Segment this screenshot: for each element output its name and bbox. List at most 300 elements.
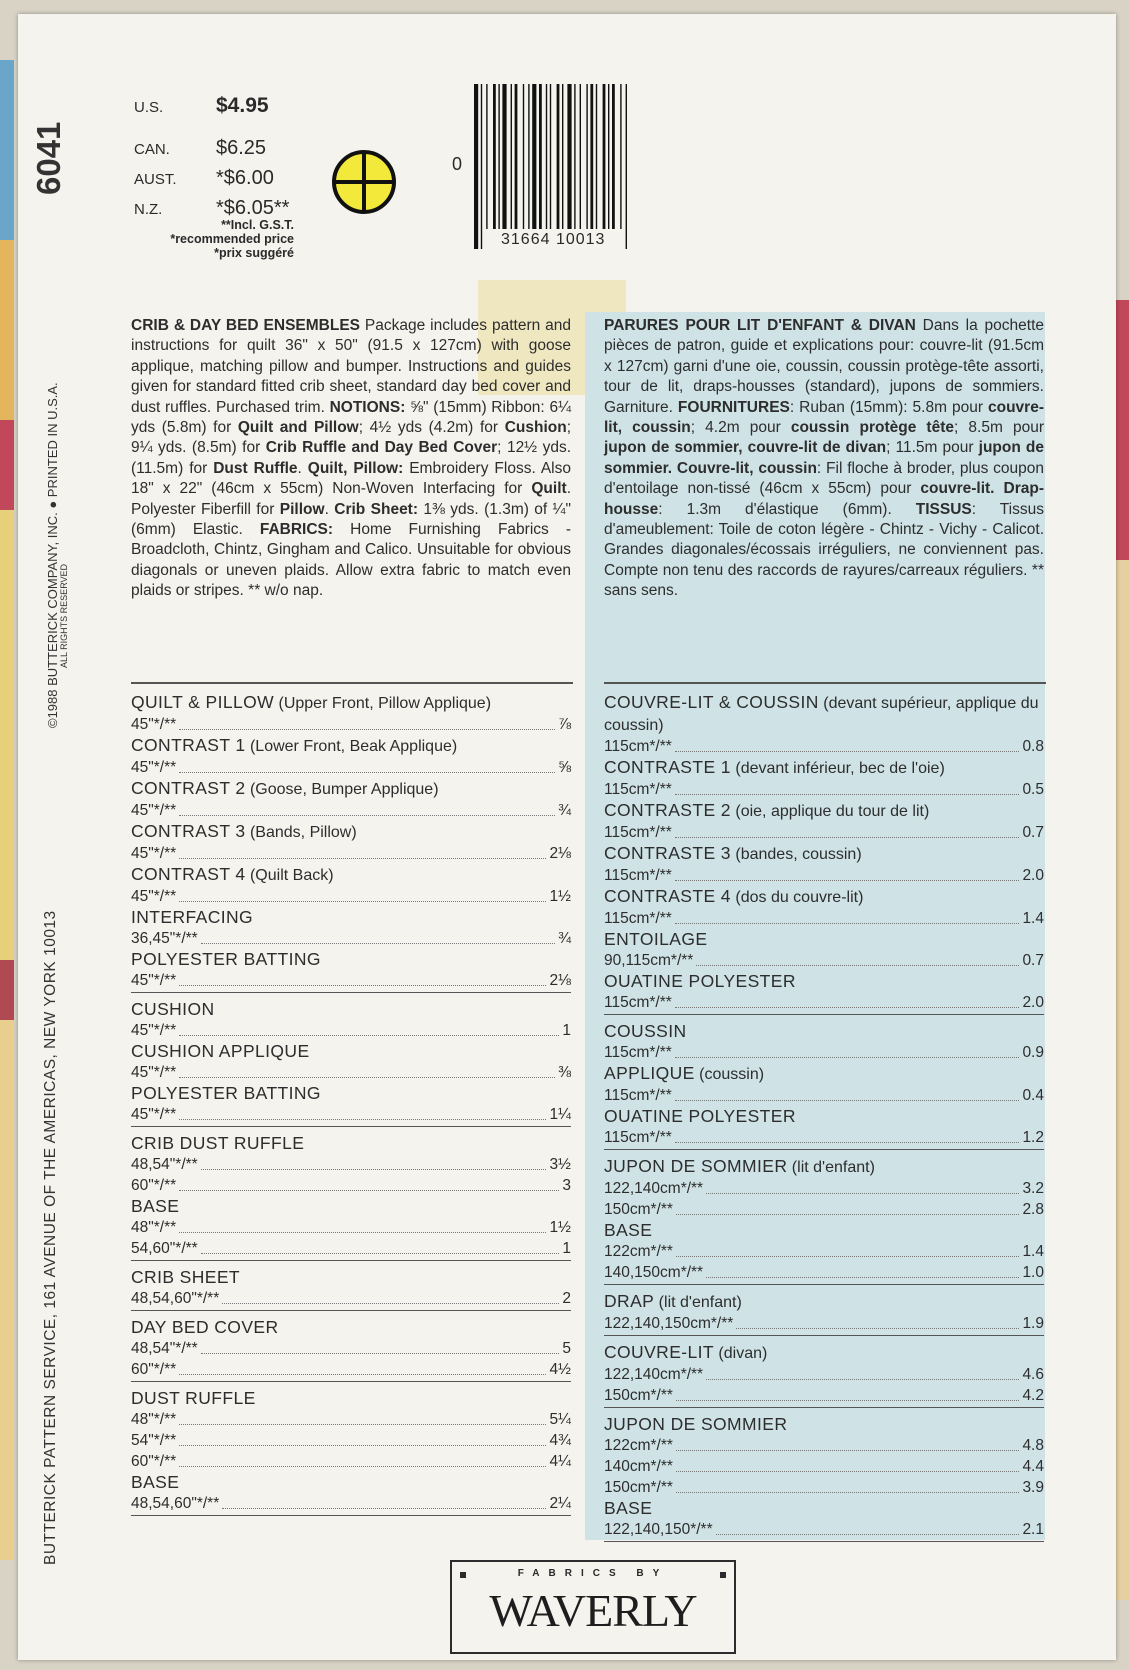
description-text: 1⅜ yds. (1.3m) of ¼" (6mm) Elastic. <box>131 500 571 539</box>
fabric-width: 45"*/** <box>131 1106 177 1123</box>
description-bold: Quilt and Pillow <box>237 419 359 437</box>
fabric-subtitle: (Goose, Bumper Applique) <box>245 781 439 798</box>
fabric-amount: ⅞ <box>558 716 571 733</box>
description-text: : Fil floche à broder, plus coupon d'entoilage non-tissé (46cm x 55cm) pour <box>604 459 1044 498</box>
dot-leader <box>179 729 555 730</box>
description-text: : 1.3m d'élastique (6mm). <box>658 500 916 518</box>
description-text: . <box>324 500 335 518</box>
fabric-heading <box>131 735 571 757</box>
description-bold: Cushion <box>504 419 567 437</box>
fabric-heading <box>604 1342 1044 1364</box>
description-bold: NOTIONS: <box>329 398 406 416</box>
fabric-heading <box>131 1196 571 1217</box>
fabric-subtitle: (Lower Front, Beak Applique) <box>245 738 458 755</box>
fabric-subtitle: (devant supérieur, applique du coussin) <box>604 695 1039 734</box>
fabric-heading <box>604 1156 1044 1178</box>
fabric-amount: 1.4 <box>1022 910 1044 927</box>
fabric-heading <box>604 971 1044 992</box>
description-text: . Polyester Fiberfill for <box>131 480 571 518</box>
fabric-subtitle: (Upper Front, Pillow Applique) <box>274 695 492 712</box>
english-divider <box>131 682 573 684</box>
fabric-width: 45"*/** <box>131 1022 177 1039</box>
fabric-width: 45"*/** <box>131 716 177 733</box>
fabric-amount: 2.1 <box>1022 1521 1044 1538</box>
fabric-title: CONTRASTE 2 <box>604 800 731 820</box>
fabric-width: 115cm*/** <box>604 1087 672 1104</box>
fabric-subtitle: (Quilt Back) <box>245 867 334 884</box>
fabric-width: 48,54"*/** <box>131 1340 198 1357</box>
fabric-subtitle: (dos du couvre-lit) <box>730 889 864 906</box>
fabric-width: 122cm*/** <box>604 1243 673 1260</box>
fabric-width: 122cm*/** <box>604 1437 673 1454</box>
description-bold: Quilt <box>531 480 567 498</box>
fabric-amount: 3 <box>562 1177 571 1194</box>
english-yardage-chart <box>131 692 571 1522</box>
description-text: ; 8.5m pour <box>954 419 1044 437</box>
dot-leader <box>179 1466 546 1467</box>
dot-leader <box>675 1057 1020 1058</box>
yardage-row <box>131 928 571 949</box>
left-color-stripes <box>0 60 14 1560</box>
barcode-bar <box>481 84 482 249</box>
description-text: : Tissus d'ameublement: Toile de coton légère - Chintz - Vichy - Calicot. Grandes diagonales/écossais irréguliers, ne conviennent pas. Compte non tenu des raccords de rayures/carreaux réguliers. ** sans sens. <box>604 500 1044 600</box>
fabric-width: 115cm*/** <box>604 910 672 927</box>
barcode-bar <box>511 84 512 229</box>
fabric-width: 60"*/** <box>131 1177 177 1194</box>
crosshair-symbol-icon <box>330 148 398 216</box>
barcode-bar <box>626 84 627 249</box>
dot-leader <box>179 858 546 859</box>
fabric-amount: 2⅛ <box>549 845 571 862</box>
fabric-title: INTERFACING <box>131 907 254 927</box>
barcode-bar <box>580 84 581 229</box>
note-recommended: *recommended price <box>170 232 294 246</box>
price-aust-value: *$6.00 <box>216 167 274 189</box>
fabric-subtitle: (bandes, coussin) <box>730 846 862 863</box>
description-bold: Pillow <box>279 500 325 518</box>
description-text: ; 12½ yds. (11.5m) for <box>131 439 572 477</box>
dot-leader <box>222 1303 559 1304</box>
yardage-row <box>604 992 1044 1013</box>
barcode-bar <box>612 84 615 229</box>
yardage-section <box>604 1156 1044 1285</box>
price-can <box>134 137 266 160</box>
fabric-width: 48"*/** <box>131 1219 177 1236</box>
description-text: Package includes pattern and instructions for quilt 36" x 50" (91.5 x 127cm) with goose applique, matching pillow and bumper. Instructions and guides given for standard fitted crib sheet, standard day bed cover and dust ruffles. Purchased trim. <box>131 317 572 416</box>
fabric-title: CONTRAST 2 <box>131 778 246 798</box>
description-bold: coussin protège tête <box>790 419 954 437</box>
yardage-row <box>604 1262 1044 1283</box>
fabric-heading <box>604 1291 1044 1313</box>
fabric-width: 45"*/** <box>131 1064 177 1081</box>
fabric-subtitle: (devant inférieur, bec de l'oie) <box>730 760 945 777</box>
fabric-heading <box>604 757 1044 779</box>
fabric-title: QUILT & PILLOW <box>131 692 275 712</box>
fabric-heading <box>604 692 1044 736</box>
fabric-title: CRIB SHEET <box>131 1267 241 1287</box>
dot-leader <box>676 1400 1020 1401</box>
fabric-subtitle: (lit d'enfant) <box>787 1159 875 1176</box>
fabric-title: ENTOILAGE <box>604 929 708 949</box>
description-text: : Ruban (15mm): 5.8m pour <box>789 398 988 416</box>
description-text: ; 4½ yds (4.2m) for <box>358 419 505 437</box>
yardage-row <box>131 1062 571 1083</box>
price-can-value: $6.25 <box>216 137 267 159</box>
yardage-row <box>604 1435 1044 1456</box>
description-bold: CRIB & DAY BED ENSEMBLES <box>131 317 360 334</box>
price-us <box>134 94 269 118</box>
barcode-bar <box>502 84 506 229</box>
french-yardage-chart <box>604 692 1044 1548</box>
description-bold: jupon de sommier. Couvre-lit, coussin <box>604 439 1044 477</box>
fabric-title: COUVRE-LIT <box>604 1342 714 1362</box>
fabric-heading <box>604 1106 1044 1127</box>
yardage-row <box>604 1456 1044 1477</box>
fabric-width: 115cm*/** <box>604 824 672 841</box>
fabric-title: CONTRAST 1 <box>131 735 246 755</box>
dot-leader <box>179 1077 555 1078</box>
barcode-bar <box>590 84 593 229</box>
dot-leader <box>706 1277 1019 1278</box>
fabric-title: OUATINE POLYESTER <box>604 971 796 991</box>
fabric-width: 122,140,150*/** <box>604 1521 713 1538</box>
fabric-amount: 0.7 <box>1022 824 1044 841</box>
yardage-row <box>131 1493 571 1514</box>
fabric-title: DRAP <box>604 1291 655 1311</box>
dot-leader <box>676 1214 1020 1215</box>
fabric-amount: 1.4 <box>1022 1243 1044 1260</box>
dot-leader <box>201 943 555 944</box>
fabric-width: 150cm*/** <box>604 1479 673 1496</box>
yardage-row <box>604 865 1044 886</box>
publisher-address: BUTTERICK PATTERN SERVICE, 161 AVENUE OF THE AMERICAS, NEW YORK 10013 <box>42 910 59 1565</box>
dot-leader <box>675 794 1020 795</box>
fabric-title: CUSHION <box>131 999 215 1019</box>
fabric-amount: 0.4 <box>1022 1087 1044 1104</box>
yardage-row <box>131 1154 571 1175</box>
fabric-width: 122,140,150cm*/** <box>604 1315 734 1332</box>
price-us-value: $4.95 <box>216 94 269 117</box>
yardage-row <box>604 1519 1044 1540</box>
fabric-amount: 2.0 <box>1022 994 1044 1011</box>
fabric-width: 115cm*/** <box>604 867 672 884</box>
barcode-bar <box>567 84 571 229</box>
description-bold: TISSUS <box>915 500 972 518</box>
fabric-amount: 4.8 <box>1022 1437 1044 1454</box>
yardage-row <box>604 1127 1044 1148</box>
dot-leader <box>179 1374 546 1375</box>
fabric-width: 48,54,60"*/** <box>131 1495 220 1512</box>
yardage-row <box>131 1020 571 1041</box>
yardage-row <box>131 1104 571 1125</box>
barcode-bar <box>596 84 597 229</box>
fabric-heading <box>604 886 1044 908</box>
description-bold: Crib Sheet: <box>334 500 419 518</box>
fabric-title: BASE <box>131 1472 180 1492</box>
fabric-amount: ⅝ <box>558 759 571 776</box>
dot-leader <box>716 1534 1020 1535</box>
fabric-amount: 3.2 <box>1022 1180 1044 1197</box>
fabric-title: JUPON DE SOMMIER <box>604 1414 788 1434</box>
yardage-row <box>604 950 1044 971</box>
fabric-width: 122,140cm*/** <box>604 1180 704 1197</box>
fabric-heading <box>131 1041 571 1062</box>
fabric-width: 48,54,60"*/** <box>131 1290 220 1307</box>
fabric-heading <box>131 1472 571 1493</box>
fabric-subtitle: (divan) <box>713 1345 768 1362</box>
dot-leader <box>179 1445 546 1446</box>
fabric-title: APPLIQUE <box>604 1063 695 1083</box>
dot-leader <box>201 1169 547 1170</box>
description-bold: couvre-lit. Drap-housse <box>604 480 1044 518</box>
fabric-heading <box>604 843 1044 865</box>
price-nz <box>134 197 289 220</box>
yardage-section <box>604 692 1044 1015</box>
fabric-heading <box>131 949 571 970</box>
fabric-amount: 1¼ <box>549 1106 571 1123</box>
fabric-amount: 4¼ <box>549 1453 571 1470</box>
barcode-bar <box>550 84 551 229</box>
dot-leader <box>179 1190 559 1191</box>
yardage-row <box>131 1359 571 1380</box>
fabric-amount: 0.7 <box>1022 952 1044 969</box>
yardage-row <box>131 1430 571 1451</box>
fabric-title: POLYESTER BATTING <box>131 1083 321 1103</box>
right-color-stripes <box>1116 300 1129 1600</box>
fabric-heading <box>131 1388 571 1409</box>
yardage-row <box>131 1409 571 1430</box>
dot-leader <box>736 1328 1019 1329</box>
yardage-row <box>131 1338 571 1359</box>
french-description <box>604 316 1044 602</box>
english-description <box>131 316 571 602</box>
fabric-subtitle: (oie, applique du tour de lit) <box>730 803 930 820</box>
fabric-heading <box>131 778 571 800</box>
yardage-section <box>604 1291 1044 1336</box>
fabric-width: 54"*/** <box>131 1432 177 1449</box>
fabric-amount: 1 <box>562 1022 571 1039</box>
dot-leader <box>675 1100 1020 1101</box>
barcode-bar <box>528 84 529 229</box>
price-aust-label: AUST. <box>134 171 177 188</box>
fabric-width: 150cm*/** <box>604 1201 673 1218</box>
fabric-width: 60"*/** <box>131 1453 177 1470</box>
barcode-bar <box>493 84 496 229</box>
price-nz-label: N.Z. <box>134 201 163 218</box>
barcode-bar <box>474 84 478 249</box>
fabric-amount: ⅜ <box>558 1064 571 1081</box>
fabric-amount: 4½ <box>549 1361 571 1378</box>
fabric-amount: 1 <box>562 1240 571 1257</box>
fabric-amount: 2.0 <box>1022 867 1044 884</box>
waverly-logo <box>450 1560 736 1654</box>
fabric-amount: 0.8 <box>1022 738 1044 755</box>
description-bold: jupon de sommier, couvre-lit de divan <box>604 439 887 457</box>
yardage-row <box>131 886 571 907</box>
fabric-heading <box>131 1267 571 1288</box>
note-gst: **Incl. G.S.T. <box>221 218 294 232</box>
fabric-title: COUSSIN <box>604 1021 687 1041</box>
french-divider <box>604 682 1046 684</box>
yardage-section <box>131 1388 571 1516</box>
yardage-row <box>131 757 571 778</box>
note-prix: *prix suggéré <box>214 246 294 260</box>
yardage-row <box>604 1477 1044 1498</box>
yardage-section <box>604 1021 1044 1150</box>
fabric-width: 150cm*/** <box>604 1387 673 1404</box>
dot-leader <box>179 772 555 773</box>
fabric-amount: 0.9 <box>1022 1044 1044 1061</box>
fabric-heading <box>604 1220 1044 1241</box>
fabric-amount: 1.9 <box>1022 1315 1044 1332</box>
barcode-bar <box>539 84 542 229</box>
yardage-row <box>604 908 1044 929</box>
description-text: ; 9¼ yds. (8.5m) for <box>131 419 571 457</box>
fabric-width: 54,60"*/** <box>131 1240 198 1257</box>
yardage-section <box>131 692 571 993</box>
fabric-width: 48,54"*/** <box>131 1156 198 1173</box>
fabric-amount: 2 <box>562 1290 571 1307</box>
fabric-width: 115cm*/** <box>604 994 672 1011</box>
barcode-bar <box>608 84 609 229</box>
yardage-row <box>604 779 1044 800</box>
yardage-row <box>604 1085 1044 1106</box>
fabric-title: CONTRAST 3 <box>131 821 246 841</box>
fabric-width: 45"*/** <box>131 759 177 776</box>
logo-top-text: FABRICS BY <box>517 1568 669 1579</box>
fabric-title: CONTRASTE 3 <box>604 843 731 863</box>
description-bold: PARURES POUR LIT D'ENFANT & DIVAN <box>604 317 916 334</box>
fabric-width: 115cm*/** <box>604 738 672 755</box>
dot-leader <box>676 1450 1020 1451</box>
barcode-prefix: 0 <box>452 154 463 174</box>
yardage-row <box>131 1175 571 1196</box>
yardage-row <box>131 1288 571 1309</box>
dot-leader <box>675 837 1020 838</box>
fabric-heading <box>131 1083 571 1104</box>
fabric-width: 122,140cm*/** <box>604 1366 704 1383</box>
barcode-bar <box>486 84 487 229</box>
fabric-width: 45"*/** <box>131 845 177 862</box>
fabric-title: BASE <box>604 1498 653 1518</box>
fabric-amount: 1.0 <box>1022 1264 1044 1281</box>
fabric-amount: 4¾ <box>549 1432 571 1449</box>
fabric-width: 48"*/** <box>131 1411 177 1428</box>
copyright-line: ©1988 BUTTERICK COMPANY, INC. ● PRINTED IN U.S.A. <box>45 382 60 728</box>
yardage-row <box>131 1451 571 1472</box>
yardage-row <box>604 822 1044 843</box>
fabric-width: 60"*/** <box>131 1361 177 1378</box>
fabric-heading <box>131 692 571 714</box>
yardage-row <box>131 1217 571 1238</box>
barcode-bar <box>498 84 499 229</box>
fabric-heading <box>604 1021 1044 1042</box>
barcode-bar <box>620 84 621 229</box>
fabric-width: 115cm*/** <box>604 1044 672 1061</box>
fabric-heading <box>604 1063 1044 1085</box>
yardage-row <box>131 800 571 821</box>
fabric-subtitle: (lit d'enfant) <box>654 1294 742 1311</box>
dot-leader <box>706 1379 1019 1380</box>
rights-line: ALL RIGHTS RESERVED <box>59 563 69 668</box>
dot-leader <box>179 985 546 986</box>
fabric-amount: 2⅛ <box>549 972 571 989</box>
fabric-heading <box>131 907 571 928</box>
dot-leader <box>675 880 1020 881</box>
description-text: ; 4.2m pour <box>690 419 791 437</box>
price-aust <box>134 167 274 190</box>
fabric-amount: 2¼ <box>549 1495 571 1512</box>
barcode-bar <box>562 84 563 229</box>
fabric-subtitle: (coussin) <box>694 1066 765 1083</box>
fabric-amount: 5 <box>562 1340 571 1357</box>
dot-leader <box>676 1492 1020 1493</box>
fabric-width: 140cm*/** <box>604 1458 673 1475</box>
fabric-title: BASE <box>604 1220 653 1240</box>
fabric-width: 115cm*/** <box>604 1129 672 1146</box>
fabric-width: 45"*/** <box>131 888 177 905</box>
fabric-heading <box>131 821 571 843</box>
dot-leader <box>675 1142 1020 1143</box>
fabric-title: OUATINE POLYESTER <box>604 1106 796 1126</box>
barcode-bar <box>557 84 560 229</box>
fabric-heading <box>131 999 571 1020</box>
fabric-heading <box>131 864 571 886</box>
yardage-section <box>131 1133 571 1261</box>
barcode-bar <box>574 84 575 229</box>
description-bold: FABRICS: <box>259 521 334 539</box>
description-bold: couvre-lit, coussin <box>604 398 1044 437</box>
barcode-bar <box>603 84 606 229</box>
fabric-amount: 5¼ <box>549 1411 571 1428</box>
fabric-title: COUVRE-LIT & COUSSIN <box>604 692 819 712</box>
barcode-digits: 31664 10013 <box>498 231 608 249</box>
fabric-heading <box>604 929 1044 950</box>
fabric-title: CONTRASTE 1 <box>604 757 731 777</box>
barcode-bar <box>586 84 587 229</box>
description-bold: Quilt, Pillow: <box>307 459 404 477</box>
yardage-row <box>131 1238 571 1259</box>
dot-leader <box>201 1253 560 1254</box>
fabric-title: DUST RUFFLE <box>131 1388 256 1408</box>
description-text: ; 11.5m pour <box>886 439 979 457</box>
description-text: Dans la pochette pièces de patron, guide et explications pour: couvre-lit (91.5cm x 127cm) garni d'une oie, coussin, coussin protège-tête assorti, tour de lit, draps-housses (standard), jupons de sommiers. Garniture. <box>604 317 1044 416</box>
fabric-title: POLYESTER BATTING <box>131 949 321 969</box>
fabric-heading <box>604 1414 1044 1435</box>
dot-leader <box>706 1193 1019 1194</box>
fabric-width: 45"*/** <box>131 802 177 819</box>
description-bold: Dust Ruffle <box>213 459 298 477</box>
yardage-row <box>604 736 1044 757</box>
yardage-row <box>604 1364 1044 1385</box>
yardage-row <box>131 714 571 735</box>
dot-leader <box>179 1232 546 1233</box>
fabric-amount: 1½ <box>549 1219 571 1236</box>
price-can-label: CAN. <box>134 141 170 158</box>
price-nz-value: *$6.05** <box>216 197 290 219</box>
dot-leader <box>179 1035 559 1036</box>
dot-leader <box>222 1508 546 1509</box>
description-bold: FOURNITURES <box>677 398 790 416</box>
fabric-amount: 4.4 <box>1022 1458 1044 1475</box>
yardage-section <box>131 999 571 1127</box>
fabric-width: 36,45"*/** <box>131 930 198 947</box>
dot-leader <box>179 901 546 902</box>
dot-leader <box>179 1424 546 1425</box>
yardage-section <box>604 1414 1044 1542</box>
fabric-width: 140,150cm*/** <box>604 1264 704 1281</box>
dot-leader <box>696 965 1019 966</box>
